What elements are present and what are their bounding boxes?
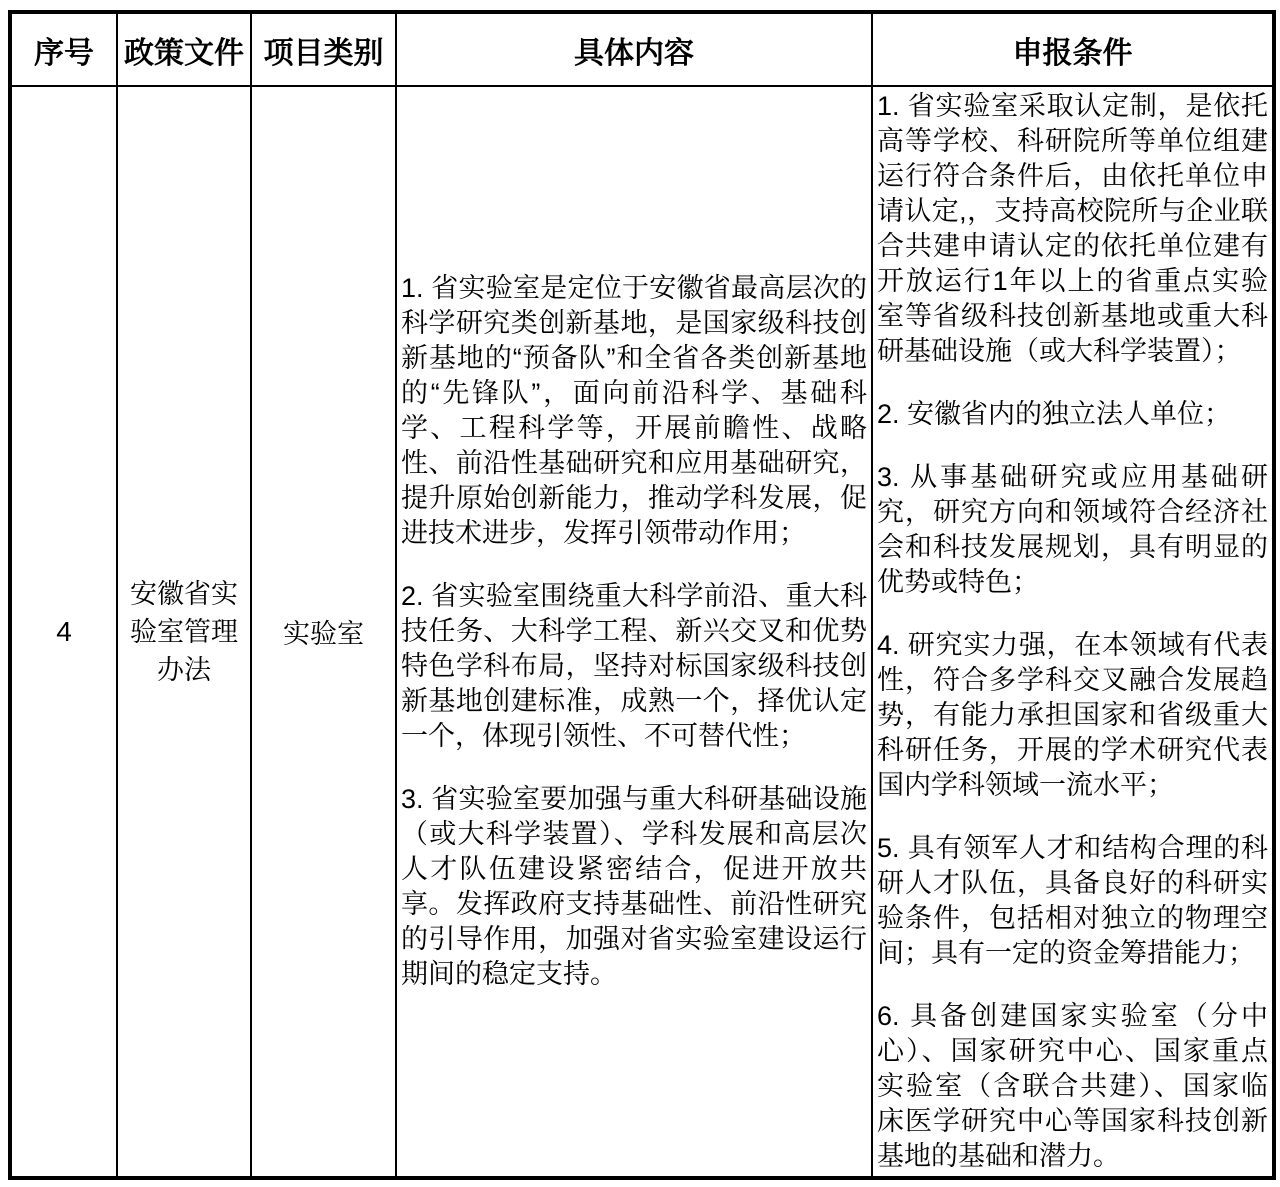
condition-paragraph: 4. 研究实力强，在本领域有代表性，符合多学科交叉融合发展趋势，有能力承担国家和省级重大科研任务，开展的学术研究代表国内学科领域一流水平； xyxy=(877,630,1268,800)
header-project-category: 项目类别 xyxy=(251,12,396,86)
header-specific-content: 具体内容 xyxy=(396,12,872,86)
cell-policy-document: 安徽省实验室管理办法 xyxy=(117,86,251,1178)
content-paragraph: 1. 省实验室是定位于安徽省最高层次的科学研究类创新基地，是国家级科技创新基地的“预备队”和全省各类创新基地的“先锋队”，面向前沿科学、基础科学、工程科学等，开展前瞻性、战略性、前沿性基础研究和应用基础研究，提升原始创新能力，推动学科发展，促进技术进步，发挥引领带动作用； xyxy=(401,273,867,548)
content-paragraph: 3. 省实验室要加强与重大科研基础设施（或大科学装置）、学科发展和高层次人才队伍建设紧密结合，促进开放共享。发挥政府支持基础性、前沿性研究的引导作用，加强对省实验室建设运行期间的稳定支持。 xyxy=(401,784,867,989)
cell-serial-number: 4 xyxy=(10,86,117,1178)
header-application-conditions: 申报条件 xyxy=(872,12,1274,86)
cell-specific-content xyxy=(396,86,872,1178)
policy-table xyxy=(8,10,1276,1180)
content-paragraph: 2. 省实验室围绕重大科学前沿、重大科技任务、大科学工程、新兴交叉和优势特色学科布局，坚持对标国家级科技创新基地创建标准，成熟一个，择优认定一个，体现引领性、不可替代性； xyxy=(401,581,867,751)
condition-paragraph: 3. 从事基础研究或应用基础研究，研究方向和领域符合经济社会和科技发展规划，具有明显的优势或特色； xyxy=(877,462,1268,597)
specific-content-paragraphs xyxy=(401,271,867,992)
table-row xyxy=(10,86,1274,1178)
cell-project-category: 实验室 xyxy=(251,86,396,1178)
cell-application-conditions xyxy=(872,86,1274,1178)
header-serial-number: 序号 xyxy=(10,12,117,86)
header-policy-document: 政策文件 xyxy=(117,12,251,86)
condition-paragraph: 1. 省实验室采取认定制，是依托高等学校、科研院所等单位组建运行符合条件后，由依托单位申请认定,，支持高校院所与企业联合共建申请认定的依托单位建有开放运行1年以上的省重点实验室等省级科技创新基地或重大科研基础设施（或大科学装置）； xyxy=(877,91,1268,366)
application-conditions-paragraphs xyxy=(877,89,1268,1174)
condition-paragraph: 2. 安徽省内的独立法人单位； xyxy=(877,399,1232,429)
condition-paragraph: 5. 具有领军人才和结构合理的科研人才队伍，具备良好的科研实验条件，包括相对独立的物理空间；具有一定的资金筹措能力； xyxy=(877,833,1268,968)
header-row xyxy=(10,12,1274,86)
condition-paragraph: 6. 具备创建国家实验室（分中心）、国家研究中心、国家重点实验室（含联合共建）、国家临床医学研究中心等国家科技创新基地的基础和潜力。 xyxy=(877,1001,1268,1171)
